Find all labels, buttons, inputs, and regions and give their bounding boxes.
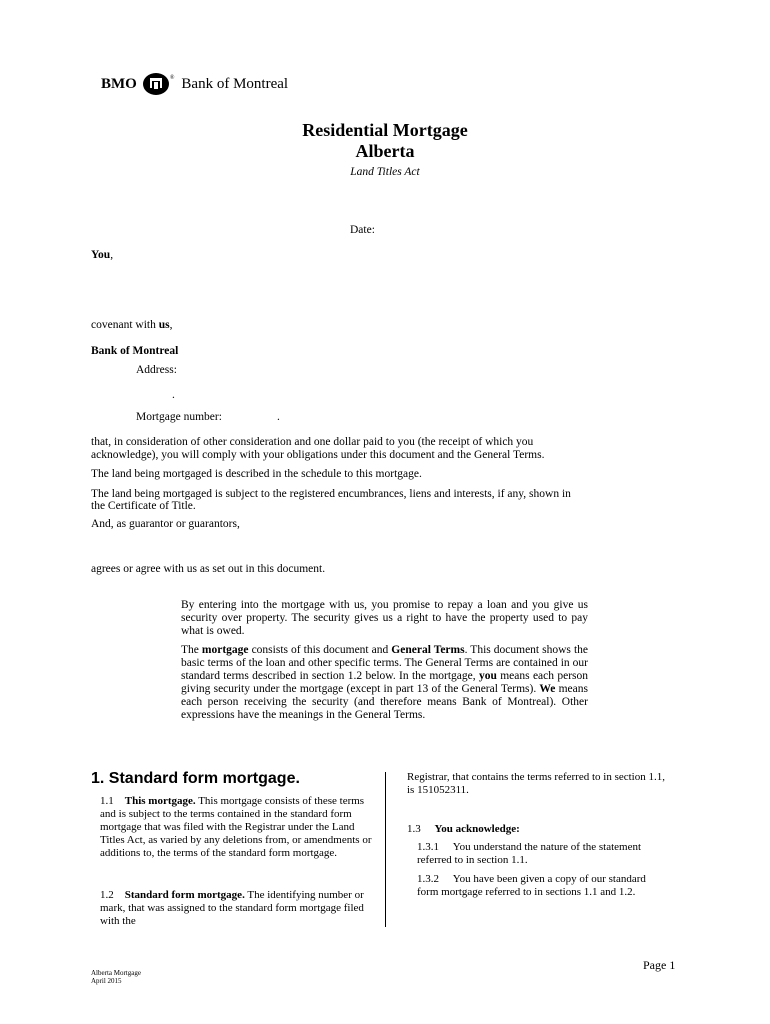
section-1-2-continued: Registrar, that contains the terms referred to in section 1.1, is 151052311. [407,771,665,796]
s13-title: You acknowledge: [434,823,520,835]
p2-general-terms: General Terms [391,644,465,656]
logo-bmo-text: BMO [101,75,137,92]
mortgage-number-dot: . [277,411,280,423]
column-divider [385,772,386,927]
s132-text: You have been given a copy of our standard form mortgage referred to in sections 1.1 and 1.2. [417,873,646,898]
s11-text: This mortgage consists of these terms and is subject to the terms contained in the standard form mortgage that was filed with the Registrar under the Land Titles Act, as varied by any deletions from, or amendments or additions to, the terms of the standard form mortgage. [100,795,372,859]
summary-paragraph-1: By entering into the mortgage with us, you promise to repay a loan and you give us security over property. The security gives us a right to have the property used to pay what is owed. [181,599,588,637]
p2-text-e: means each person receiving the security (and therefore means Bank of Montreal). Other expressions have the meanings in the General Terms. [181,683,588,721]
encumbrances-line-2: the Certificate of Title. [91,500,196,512]
doc-subtitle: Land Titles Act [350,166,420,178]
s11-title: This mortgage. [124,795,196,807]
consideration-line-2: acknowledge), you will comply with your obligations under this document and the General Terms. [91,449,545,461]
p2-text-a: The [181,644,202,656]
s131-number: 1.3.1 [417,841,439,853]
covenant-us: us [158,319,170,331]
land-paragraph: The land being mortgaged is described in the schedule to this mortgage. [91,468,422,480]
page-number: Page 1 [643,958,676,972]
s12-title: Standard form mortgage. [124,889,245,901]
covenant-text: covenant with [91,319,159,331]
registered-mark: ® [169,75,175,81]
bmo-roundel-icon [143,73,169,95]
section-1-3-2 [417,873,662,899]
s13-number: 1.3 [407,823,421,835]
consideration-line-1: that, in consideration of other consideration and one dollar paid to you (the receipt of which you [91,436,534,448]
agrees-paragraph: agrees or agree with us as set out in this document. [91,563,326,575]
you-comma: , [110,249,114,261]
p2-text-d: means each person giving security under the mortgage (except in part 13 of the General Terms). [181,670,588,695]
footer-doc-name: Alberta Mortgage [91,969,141,977]
encumbrances-line-1: The land being mortgaged is subject to the registered encumbrances, liens and interests, if any, shown in [91,488,571,500]
doc-title: Residential Mortgage [302,120,468,140]
you-line [91,249,113,262]
mortgage-number-label: Mortgage number: [136,411,222,423]
section-1-3 [407,823,520,836]
s12-number: 1.2 [100,889,114,901]
footer-doc-info [91,969,141,985]
logo-bank-text: Bank of Montreal [181,75,289,92]
date-label: Date: [350,224,375,236]
section-1-1 [100,795,372,860]
s12-text: The identifying number or mark, that was assigned to the standard form mortgage filed with the [100,889,364,927]
summary-paragraph-2 [181,644,588,722]
p2-text-c: . This document shows the basic terms of the loan and other specific terms. The General Terms are contained in our standard terms described in section 1.2 below. In the mortgage, [181,644,588,682]
p2-you-term: you [478,670,497,682]
doc-title-province: Alberta [355,141,415,161]
p2-mortgage-term: mortgage [201,644,249,656]
covenant-comma: , [169,319,173,331]
address-label: Address: [136,364,177,376]
address-dot: . [172,389,175,401]
p2-text-b: consists of this document and [248,644,392,656]
s132-number: 1.3.2 [417,873,439,885]
p2-we-term: We [539,683,556,695]
s11-number: 1.1 [100,795,114,807]
bank-name: Bank of Montreal [91,345,179,357]
bmo-logo [101,71,288,97]
footer-doc-date: April 2015 [91,977,122,985]
section-1-2 [100,889,372,928]
section-1-3-1 [417,841,662,867]
s131-text: You understand the nature of the statement referred to in section 1.1. [417,841,642,866]
you-word: You [91,249,111,261]
section-1-heading: 1. Standard form mortgage. [91,770,300,787]
covenant-line [91,319,172,332]
guarantor-paragraph: And, as guarantor or guarantors, [91,518,240,530]
